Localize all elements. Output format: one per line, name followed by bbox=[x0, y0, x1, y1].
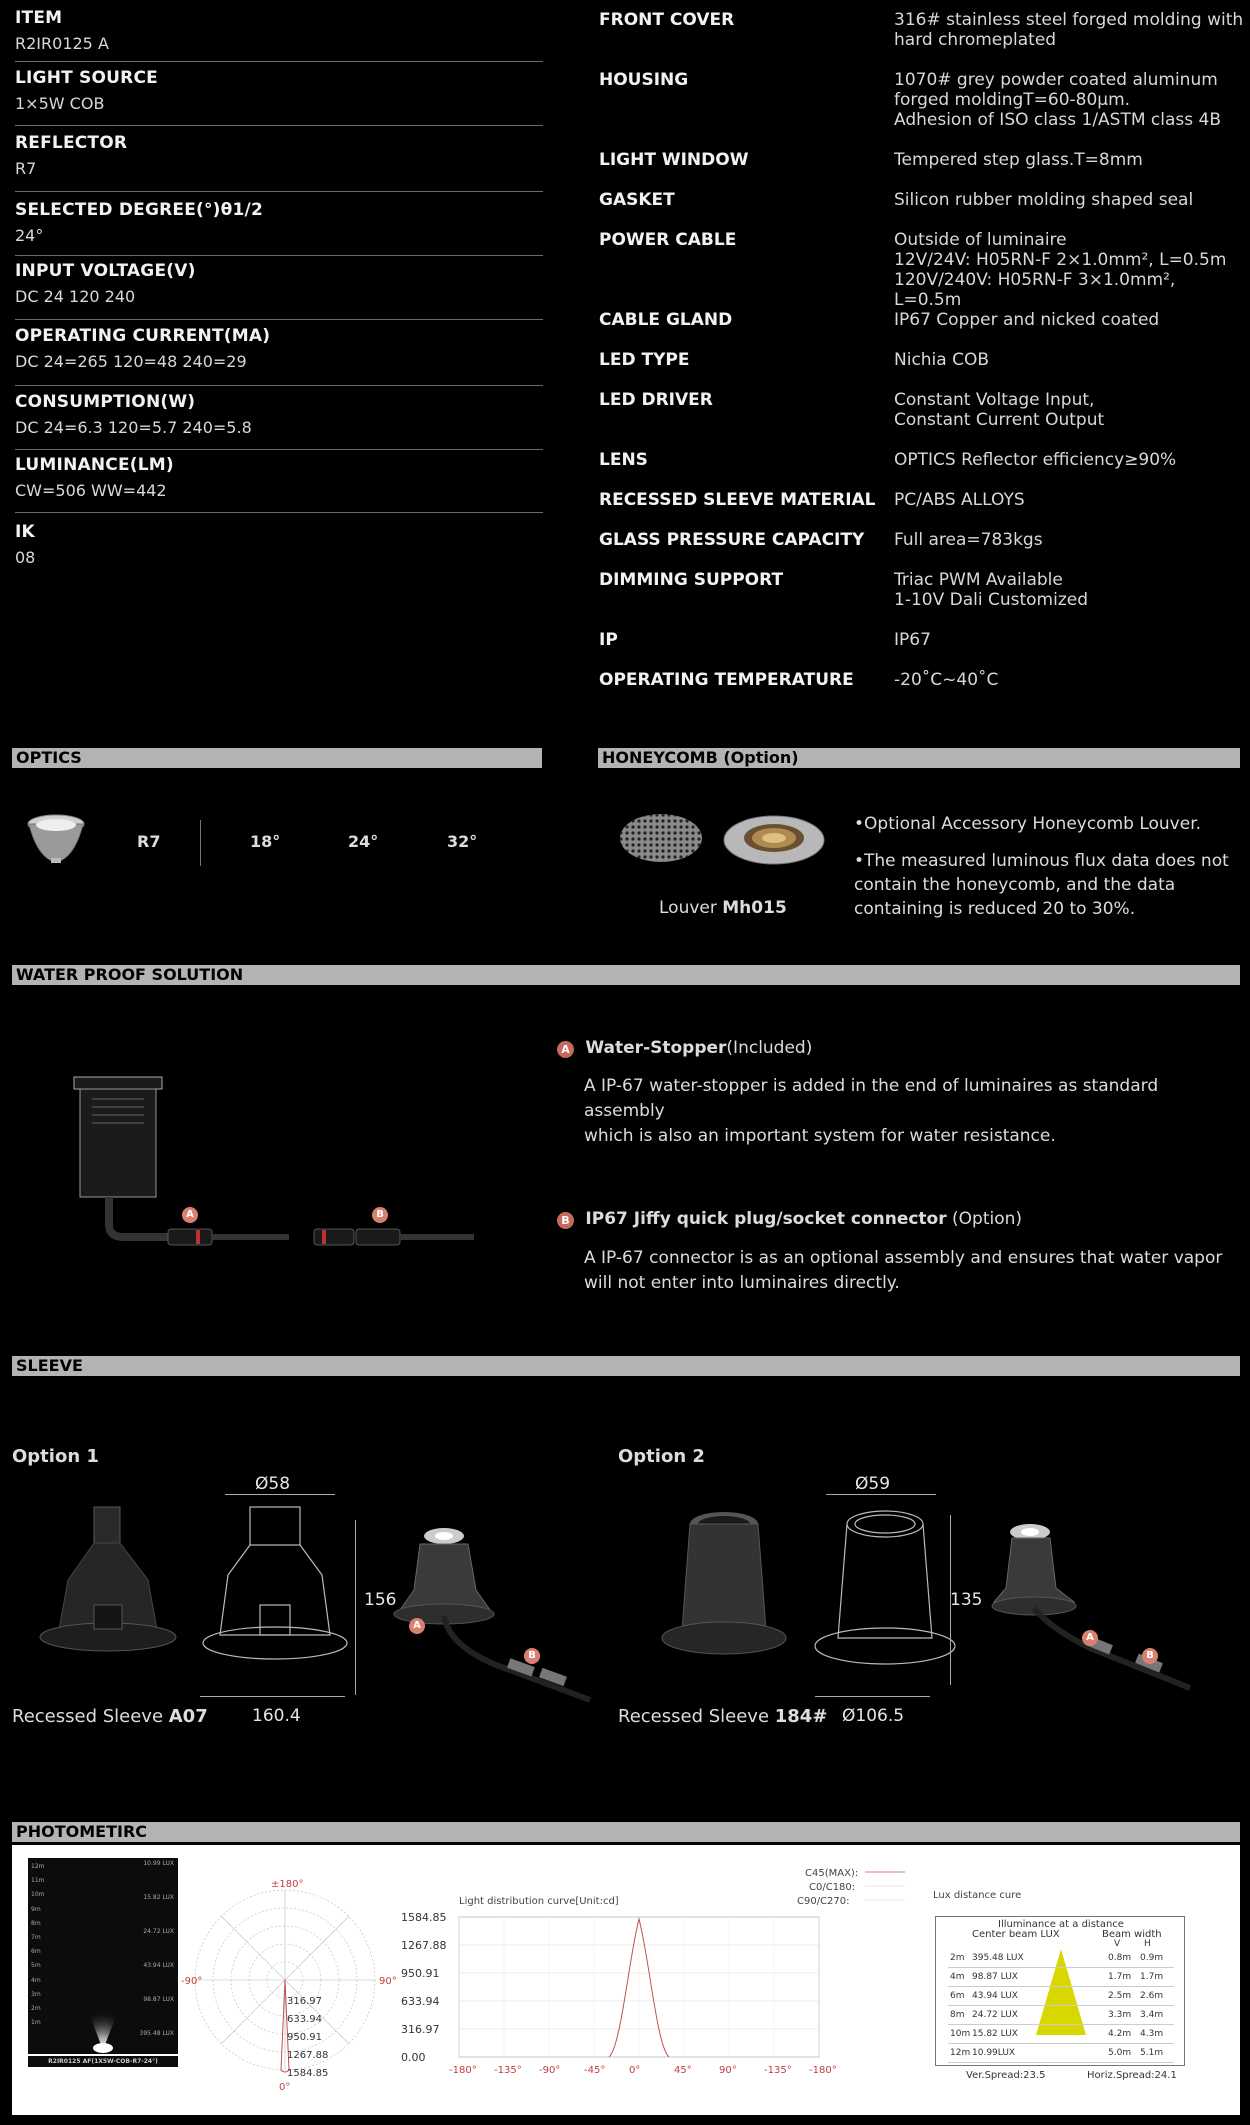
sleeve-a07-drawing bbox=[200, 1505, 360, 1665]
lux-row-h: 5.1m bbox=[1140, 2048, 1164, 2058]
lux-row-v: 3.3m bbox=[1108, 2010, 1132, 2020]
beam-lux: 43.94 LUX bbox=[143, 1962, 174, 1969]
honeycomb-fixture-image bbox=[722, 812, 826, 866]
lux-col-beam: Beam width bbox=[1102, 1929, 1162, 1940]
lux-row bbox=[948, 1968, 1174, 1987]
curve-x-tick: 0° bbox=[629, 2065, 641, 2076]
lux-row bbox=[948, 1949, 1174, 1968]
beam-distance: 7m bbox=[31, 1934, 41, 1942]
beam-distance: 1m bbox=[31, 2019, 41, 2027]
spec-item bbox=[15, 326, 543, 386]
light-distribution-chart bbox=[395, 1862, 915, 2092]
lux-row-h: 2.6m bbox=[1140, 1991, 1164, 2001]
lux-hor-spread: Horiz.Spread:24.1 bbox=[1087, 2070, 1177, 2081]
caption-prefix: Recessed Sleeve bbox=[12, 1706, 169, 1727]
sleeve-option2-caption bbox=[618, 1706, 827, 1727]
spec-value: R2IR0125 A bbox=[15, 34, 109, 53]
lux-row-h: 1.7m bbox=[1140, 1972, 1164, 1982]
spec-label: CONSUMPTION(W) bbox=[15, 392, 196, 412]
polar-ring-label: 1267.88 bbox=[287, 2050, 329, 2061]
spec-label: GLASS PRESSURE CAPACITY bbox=[599, 530, 865, 550]
optics-angle-18: 18° bbox=[250, 832, 281, 851]
spec-value: DC 24=6.3 120=5.7 240=5.8 bbox=[15, 418, 252, 437]
spec-label: LIGHT SOURCE bbox=[15, 68, 158, 88]
section-header-waterproof: WATER PROOF SOLUTION bbox=[12, 965, 1240, 985]
spec-label: SELECTED DEGREE(°)θ1/2 bbox=[15, 200, 263, 220]
sleeve-option1-height-dim: 156 bbox=[364, 1590, 397, 1610]
dim-line bbox=[225, 1494, 335, 1495]
badge-b: B bbox=[557, 1212, 574, 1229]
curve-y-tick: 0.00 bbox=[401, 2051, 426, 2064]
spec-item bbox=[15, 455, 543, 513]
lux-row-v: 4.2m bbox=[1108, 2029, 1132, 2039]
optics-divider bbox=[200, 820, 201, 866]
curve-legend: C45(MAX): bbox=[805, 1868, 859, 1879]
polar-ring-label: 633.94 bbox=[287, 2014, 322, 2025]
dim-line bbox=[826, 1494, 936, 1495]
lux-row-v: 0.8m bbox=[1108, 1953, 1132, 1963]
sleeve-option1-top-dim: Ø58 bbox=[255, 1474, 291, 1494]
badge-a: A bbox=[182, 1207, 198, 1223]
lux-row bbox=[948, 2044, 1174, 2063]
connector-desc: A IP-67 connector is as an optional assembly and ensures that water vapor will not enter into luminaires directly. bbox=[584, 1248, 1223, 1293]
sleeve-option2-top-dim: Ø59 bbox=[855, 1474, 891, 1494]
spec-value: Triac PWM Available 1-10V Dali Customized bbox=[894, 570, 1088, 610]
spec-value: R7 bbox=[15, 159, 37, 178]
section-header-sleeve: SLEEVE bbox=[12, 1356, 1240, 1376]
polar-top-label: ±180° bbox=[271, 1879, 304, 1890]
honeycomb-louver-image bbox=[618, 812, 704, 864]
spec-label: FRONT COVER bbox=[599, 10, 735, 30]
spec-label: IP bbox=[599, 630, 618, 650]
badge-b: B bbox=[1142, 1648, 1158, 1664]
louver-code: Mh015 bbox=[722, 898, 787, 918]
spec-label: INPUT VOLTAGE(V) bbox=[15, 261, 196, 281]
lux-row-lux: 24.72 LUX bbox=[972, 2010, 1018, 2020]
badge-b: B bbox=[524, 1648, 540, 1664]
spec-label: GASKET bbox=[599, 190, 675, 210]
dim-line bbox=[200, 1696, 345, 1697]
spec-item bbox=[15, 133, 543, 192]
curve-y-tick: 1584.85 bbox=[401, 1911, 447, 1924]
beam-distance: 5m bbox=[31, 1962, 41, 1970]
spec-label: POWER CABLE bbox=[599, 230, 737, 250]
beam-lux: 24.72 LUX bbox=[143, 1928, 174, 1935]
lux-row bbox=[948, 2006, 1174, 2025]
spec-value: DC 24=265 120=48 240=29 bbox=[15, 352, 247, 371]
beam-distance: 3m bbox=[31, 1990, 41, 1998]
lux-row-h: 0.9m bbox=[1140, 1953, 1164, 1963]
spec-value: 08 bbox=[15, 548, 36, 567]
honeycomb-bullet: •The measured luminous flux data does not contain the honeycomb, and the data containing is reduced 20 to 30%. bbox=[854, 851, 1229, 919]
spec-label: ITEM bbox=[15, 8, 63, 28]
spec-value: Constant Voltage Input, Constant Current Output bbox=[894, 390, 1105, 430]
lux-row-lux: 15.82 LUX bbox=[972, 2029, 1018, 2039]
spec-value: 316# stainless steel forged molding with hard chromeplated bbox=[894, 10, 1244, 50]
spec-value: Tempered step glass.T=8mm bbox=[894, 150, 1143, 170]
spec-value: -20˚C~40˚C bbox=[894, 670, 999, 690]
louver-caption bbox=[659, 898, 787, 918]
spec-item bbox=[15, 392, 543, 450]
beam-lux: 98.87 LUX bbox=[143, 1996, 174, 2003]
lux-row-distance: 4m bbox=[950, 1972, 965, 1982]
lux-table bbox=[935, 1916, 1185, 2066]
sleeve-184-drawing bbox=[810, 1508, 960, 1678]
polar-ring-label: 950.91 bbox=[287, 2032, 322, 2043]
section-header-honeycomb: HONEYCOMB (Option) bbox=[598, 748, 1240, 768]
curve-legend: C90/C270: bbox=[797, 1896, 850, 1907]
optics-angle-32: 32° bbox=[447, 832, 478, 851]
spec-label: LIGHT WINDOW bbox=[599, 150, 749, 170]
beam-lux: 395.48 LUX bbox=[139, 2030, 174, 2037]
lux-row-v: 2.5m bbox=[1108, 1991, 1132, 2001]
beam-distance: 8m bbox=[31, 1919, 41, 1927]
beam-distance: 2m bbox=[31, 2005, 41, 2013]
spec-item bbox=[15, 8, 543, 62]
connector-suffix: (Option) bbox=[946, 1209, 1023, 1229]
spec-label: OPERATING TEMPERATURE bbox=[599, 670, 854, 690]
badge-a: A bbox=[557, 1041, 574, 1058]
spec-item bbox=[15, 522, 543, 572]
spec-value: PC/ABS ALLOYS bbox=[894, 490, 1025, 510]
optics-angle-24: 24° bbox=[348, 832, 379, 851]
spec-label: LUMINANCE(LM) bbox=[15, 455, 174, 475]
sleeve-184-image bbox=[660, 1510, 790, 1670]
lux-row-distance: 2m bbox=[950, 1953, 965, 1963]
lux-col-v: V bbox=[1114, 1939, 1121, 1949]
beam-distance: 6m bbox=[31, 1948, 41, 1956]
curve-legend: C0/C180: bbox=[809, 1882, 856, 1893]
spec-value: IP67 Copper and nicked coated bbox=[894, 310, 1160, 330]
spec-value: Nichia COB bbox=[894, 350, 990, 370]
curve-x-tick: -180° bbox=[449, 2065, 477, 2076]
sleeve-option2-height-dim: 135 bbox=[950, 1590, 983, 1610]
lux-row-v: 1.7m bbox=[1108, 1972, 1132, 1982]
curve-y-tick: 950.91 bbox=[401, 1967, 440, 1980]
spec-item bbox=[15, 261, 543, 320]
connector-title: IP67 Jiffy quick plug/socket connector bbox=[585, 1209, 947, 1229]
lux-col-center: Center beam LUX bbox=[972, 1929, 1060, 1940]
sleeve-184-installed bbox=[990, 1518, 1200, 1698]
lux-row-distance: 10m bbox=[950, 2029, 971, 2039]
beam-distance: 12m bbox=[31, 1863, 45, 1870]
spec-value: IP67 bbox=[894, 630, 931, 650]
spec-label: OPERATING CURRENT(MA) bbox=[15, 326, 271, 346]
spec-label: LENS bbox=[599, 450, 648, 470]
lux-rows bbox=[948, 1949, 1174, 2063]
beam-distance: 11m bbox=[31, 1877, 45, 1885]
sleeve-option1-caption bbox=[12, 1706, 208, 1727]
curve-x-tick: -90° bbox=[539, 2065, 561, 2076]
lux-row bbox=[948, 1987, 1174, 2006]
curve-x-tick: 45° bbox=[674, 2065, 692, 2076]
lux-row-lux: 98.87 LUX bbox=[972, 1972, 1018, 1982]
curve-title: Light distribution curve[Unit:cd] bbox=[459, 1896, 619, 1907]
honeycomb-bullet: •Optional Accessory Honeycomb Louver. bbox=[854, 814, 1202, 834]
lux-row-distance: 6m bbox=[950, 1991, 965, 2001]
spec-label: DIMMING SUPPORT bbox=[599, 570, 784, 590]
polar-right-label: 90° bbox=[379, 1976, 397, 1987]
spec-value: Full area=783kgs bbox=[894, 530, 1043, 550]
water-stopper-heading bbox=[557, 1038, 812, 1058]
lux-row-h: 4.3m bbox=[1140, 2029, 1164, 2039]
lux-row-h: 3.4m bbox=[1140, 2010, 1164, 2020]
spec-value: Silicon rubber molding shaped seal bbox=[894, 190, 1194, 210]
polar-bottom-label: 0° bbox=[279, 2082, 291, 2093]
polar-chart bbox=[181, 1870, 397, 2100]
spec-value: 24° bbox=[15, 226, 44, 245]
connector-heading bbox=[557, 1209, 1022, 1229]
spec-value: Outside of luminaire 12V/24V: H05RN-F 2×1.0mm², L=0.5m 120V/240V: H05RN-F 3×1.0mm², L=0.5m bbox=[894, 230, 1227, 310]
spec-label: REFLECTOR bbox=[15, 133, 128, 153]
spec-value: CW=506 WW=442 bbox=[15, 481, 167, 500]
badge-b: B bbox=[372, 1207, 388, 1223]
beam-distance-labels bbox=[31, 1860, 44, 2030]
beam-lux: 10.99 LUX bbox=[143, 1860, 174, 1867]
section-header-optics: OPTICS bbox=[12, 748, 542, 768]
lux-row-lux: 10.99LUX bbox=[972, 2048, 1016, 2058]
louver-prefix: Louver bbox=[659, 898, 723, 918]
badge-a: A bbox=[409, 1618, 425, 1634]
water-stopper-desc: A IP-67 water-stopper is added in the end of luminaires as standard assembly which is also an important system for water resistance. bbox=[584, 1076, 1159, 1146]
curve-y-tick: 1267.88 bbox=[401, 1939, 447, 1952]
beam-spread-image bbox=[28, 1858, 178, 2054]
curve-x-tick: -135° bbox=[494, 2065, 522, 2076]
lux-row-v: 5.0m bbox=[1108, 2048, 1132, 2058]
sleeve-option2-title: Option 2 bbox=[618, 1446, 705, 1467]
spec-value: 1070# grey powder coated aluminum forged moldingT=60-80μm. Adhesion of ISO class 1/ASTM class 4B bbox=[894, 70, 1222, 130]
lux-row bbox=[948, 2025, 1174, 2044]
spec-label: RECESSED SLEEVE MATERIAL bbox=[599, 490, 876, 510]
caption-code: A07 bbox=[168, 1706, 208, 1727]
sleeve-a07-image bbox=[38, 1505, 178, 1655]
spec-label: IK bbox=[15, 522, 35, 542]
lux-title: Lux distance cure bbox=[933, 1890, 1022, 1901]
beam-distance: 4m bbox=[31, 1976, 41, 1984]
lux-row-distance: 12m bbox=[950, 2048, 971, 2058]
caption-code: 184# bbox=[774, 1706, 828, 1727]
curve-x-tick: 90° bbox=[719, 2065, 737, 2076]
spec-value: DC 24 120 240 bbox=[15, 287, 136, 306]
spec-label: HOUSING bbox=[599, 70, 689, 90]
spec-label: CABLE GLAND bbox=[599, 310, 733, 330]
water-stopper-suffix: (Included) bbox=[726, 1038, 813, 1058]
lux-col-h: H bbox=[1144, 1939, 1151, 1949]
sleeve-option2-bottom-dim: Ø106.5 bbox=[842, 1706, 905, 1726]
lux-ver-spread: Ver.Spread:23.5 bbox=[966, 2070, 1046, 2081]
beam-caption: R2IR0125 AF(1X5W-COB-R7-24°) bbox=[28, 2056, 178, 2067]
spec-item bbox=[15, 200, 543, 256]
water-stopper-title: Water-Stopper bbox=[585, 1038, 727, 1058]
dim-line bbox=[815, 1696, 930, 1697]
beam-distance: 9m bbox=[31, 1905, 41, 1913]
sleeve-option1-bottom-dim: 160.4 bbox=[252, 1706, 301, 1726]
waterproof-diagram bbox=[64, 1075, 494, 1255]
curve-x-tick: -135° bbox=[764, 2065, 792, 2076]
spec-label: LED DRIVER bbox=[599, 390, 713, 410]
lux-header: Illuminance at a distance bbox=[998, 1919, 1124, 1930]
reflector-image bbox=[26, 812, 86, 864]
curve-x-tick: -45° bbox=[584, 2065, 606, 2076]
polar-left-label: -90° bbox=[181, 1976, 203, 1987]
caption-prefix: Recessed Sleeve bbox=[618, 1706, 775, 1727]
optics-reflector-label: R7 bbox=[137, 832, 161, 851]
beam-lux: 15.82 LUX bbox=[143, 1894, 174, 1901]
spec-value: OPTICS Reflector efficiency≥90% bbox=[894, 450, 1177, 470]
dim-line bbox=[355, 1520, 356, 1695]
lux-row-lux: 43.94 LUX bbox=[972, 1991, 1018, 2001]
curve-y-tick: 633.94 bbox=[401, 1995, 440, 2008]
polar-ring-label: 316.97 bbox=[287, 1996, 322, 2007]
spec-label: LED TYPE bbox=[599, 350, 690, 370]
spec-item bbox=[15, 68, 543, 126]
polar-ring-label: 1584.85 bbox=[287, 2068, 329, 2079]
curve-y-tick: 316.97 bbox=[401, 2023, 440, 2036]
beam-lux-labels bbox=[140, 1860, 174, 2037]
lux-row-distance: 8m bbox=[950, 2010, 965, 2020]
beam-distance: 10m bbox=[31, 1891, 45, 1899]
section-header-photometric: PHOTOMETIRC bbox=[12, 1822, 1240, 1842]
spec-value: 1×5W COB bbox=[15, 94, 105, 113]
sleeve-option1-title: Option 1 bbox=[12, 1446, 99, 1467]
curve-x-tick: -180° bbox=[809, 2065, 837, 2076]
lux-row-lux: 395.48 LUX bbox=[972, 1953, 1024, 1963]
sleeve-a07-installed bbox=[390, 1520, 600, 1710]
badge-a: A bbox=[1082, 1630, 1098, 1646]
